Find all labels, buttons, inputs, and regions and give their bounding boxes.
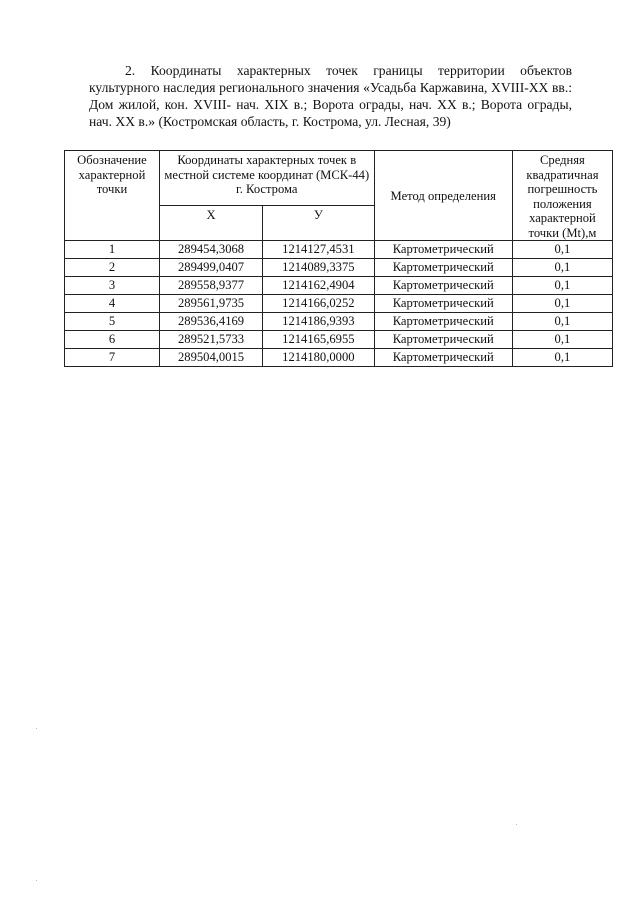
coordinates-table (64, 150, 613, 367)
table-row (65, 295, 613, 313)
cell-y: 1214180,0000 (263, 349, 374, 367)
cell-method: Картометрический (374, 331, 512, 349)
cell-method: Картометрический (374, 295, 512, 313)
cell-method: Картометрический (374, 277, 512, 295)
table-row (65, 241, 613, 259)
table-row (65, 331, 613, 349)
cell-point: 5 (65, 313, 160, 331)
cell-error: 0,1 (512, 295, 612, 313)
cell-y: 1214162,4904 (263, 277, 374, 295)
table-row (65, 349, 613, 367)
cell-x: 289561,9735 (159, 295, 262, 313)
cell-method: Картометрический (374, 259, 512, 277)
cell-point: 4 (65, 295, 160, 313)
table-row (65, 313, 613, 331)
cell-point: 7 (65, 349, 160, 367)
cell-y: 1214089,3375 (263, 259, 374, 277)
cell-x: 289558,9377 (159, 277, 262, 295)
cell-error: 0,1 (512, 241, 612, 259)
cell-x: 289536,4169 (159, 313, 262, 331)
header-y: У (263, 206, 374, 241)
cell-method: Картометрический (374, 313, 512, 331)
cell-error: 0,1 (512, 259, 612, 277)
cell-error: 0,1 (512, 313, 612, 331)
cell-y: 1214165,6955 (263, 331, 374, 349)
cell-point: 3 (65, 277, 160, 295)
table-body (65, 241, 613, 367)
cell-x: 289521,5733 (159, 331, 262, 349)
scan-speck (36, 728, 37, 729)
header-error: Средняя квадратичная погрешность положения характерной точки (Mt),м (512, 151, 612, 241)
cell-point: 2 (65, 259, 160, 277)
cell-x: 289504,0015 (159, 349, 262, 367)
cell-point: 6 (65, 331, 160, 349)
cell-y: 1214186,9393 (263, 313, 374, 331)
header-method: Метод определения (374, 151, 512, 241)
header-coords-group: Координаты характерных точек в местной системе координат (МСК-44) г. Кострома (159, 151, 374, 206)
cell-point: 1 (65, 241, 160, 259)
cell-error: 0,1 (512, 277, 612, 295)
table-row (65, 277, 613, 295)
header-point: Обозначение характерной точки (65, 151, 160, 241)
cell-x: 289499,0407 (159, 259, 262, 277)
cell-error: 0,1 (512, 331, 612, 349)
cell-error: 0,1 (512, 349, 612, 367)
cell-y: 1214166,0252 (263, 295, 374, 313)
scan-speck (516, 824, 517, 825)
table-row (65, 259, 613, 277)
cell-method: Картометрический (374, 349, 512, 367)
header-x: X (159, 206, 262, 241)
cell-y: 1214127,4531 (263, 241, 374, 259)
scan-speck (36, 880, 37, 881)
table-header-row (65, 151, 613, 206)
section-heading: 2. Координаты характерных точек границы территории объектов культурного наследия регионального значения «Усадьба Каржавина, XVIII-XX вв.: Дом жилой, кон. XVIII- нач. XIX в.; Ворота ограды, нач. XX в.; Ворота ограды, нач. XX в.» (Костромская область, г. Кострома, ул. Лесная, 39) (89, 63, 572, 129)
cell-x: 289454,3068 (159, 241, 262, 259)
cell-method: Картометрический (374, 241, 512, 259)
